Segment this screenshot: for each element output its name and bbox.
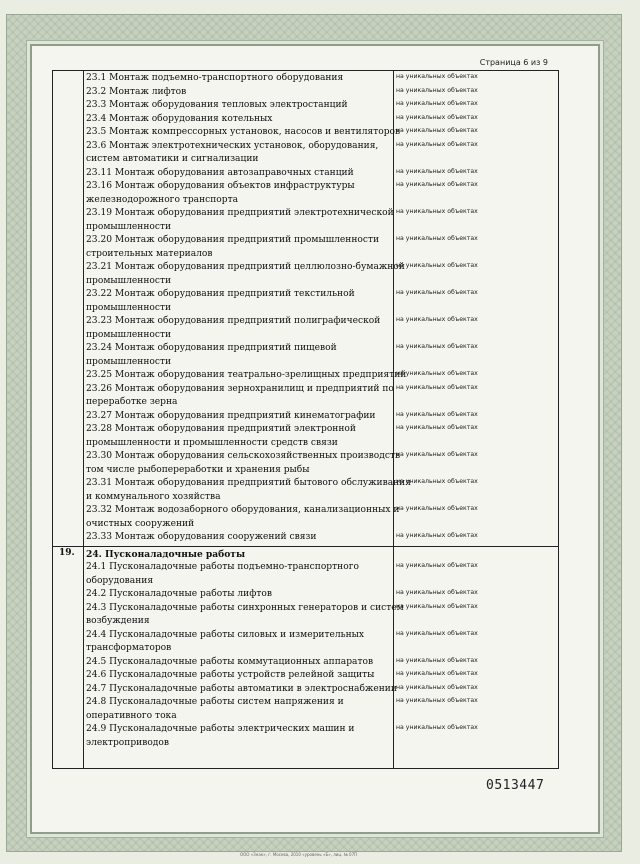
work-note: на уникальных объектах (396, 167, 478, 175)
work-description (86, 504, 400, 531)
work-line: 23.33 Монтаж оборудования сооружений связи (86, 532, 317, 542)
work-description (86, 369, 407, 383)
page-number: Страница 6 из 9 (479, 58, 548, 67)
work-description (86, 315, 394, 342)
work-line: очистных сооружений (86, 518, 195, 529)
work-description (86, 180, 394, 207)
work-description (86, 140, 394, 167)
column-number (53, 71, 84, 768)
work-note: на уникальных объектах (396, 424, 478, 431)
work-line: 23.27 Монтаж оборудования предприятий кинематографии (86, 410, 376, 421)
work-line: оборудования (86, 575, 154, 586)
work-description (86, 561, 394, 588)
work-line: 24.9 Пусконаладочные работы электрических машин и (86, 724, 355, 734)
work-line: промышленности и промышленности средств связи (86, 437, 338, 448)
work-line: 23.20 Монтаж оборудования предприятий промышленности (86, 235, 380, 245)
work-line: 23.28 Монтаж оборудования предприятий электронной (86, 424, 356, 434)
work-line: систем автоматики и сигнализации (86, 154, 259, 164)
work-line: 23.5 Монтаж компрессорных установок, насосов и вентиляторов (86, 127, 401, 137)
work-note: на уникальных объектах (396, 289, 478, 296)
work-note: на уникальных объектах (396, 451, 478, 458)
work-description (86, 99, 394, 113)
work-note: на уникальных объектах (396, 113, 478, 121)
work-description (86, 450, 401, 477)
work-description (86, 167, 394, 181)
work-note: на уникальных объектах (396, 73, 478, 80)
work-note: на уникальных объектах (396, 532, 478, 539)
work-line: 23.11 Монтаж оборудования автозаправочных станций (86, 167, 354, 178)
work-note: на уникальных объектах (396, 383, 478, 391)
work-description (86, 72, 394, 86)
work-note: на уникальных объектах (396, 262, 478, 269)
work-note: на уникальных объектах (396, 208, 478, 215)
works-table (52, 70, 559, 769)
work-description (86, 656, 394, 670)
work-line: 23.32 Монтаж водозаборного оборудования, канализационных и (86, 505, 400, 515)
work-line: 24.2 Пусконаладочные работы лифтов (86, 589, 272, 599)
work-line: промышленности (86, 221, 172, 232)
work-line: 23.4 Монтаж оборудования котельных (86, 113, 273, 124)
work-line: 23.23 Монтаж оборудования предприятий полиграфической (86, 316, 381, 326)
work-description (86, 410, 394, 424)
work-description (86, 629, 394, 656)
work-line: 23.1 Монтаж подъемно-транспортного оборудования (86, 73, 344, 83)
work-note: на уникальных объектах (396, 140, 478, 148)
work-description (86, 288, 394, 315)
work-line: 23.25 Монтаж оборудования театрально-зрелищных предприятий (86, 370, 407, 380)
work-line: 23.19 Монтаж оборудования предприятий электротехнической (86, 208, 394, 218)
work-note: на уникальных объектах (396, 127, 478, 134)
work-line: 23.6 Монтаж электротехнических установок, оборудования, (86, 140, 379, 151)
work-description (86, 531, 394, 545)
work-line: 23.16 Монтаж оборудования объектов инфраструктуры (86, 181, 355, 191)
work-description (86, 683, 397, 697)
work-note: на уникальных объектах (396, 724, 478, 731)
work-line: промышленности (86, 356, 172, 367)
work-line: 23.26 Монтаж оборудования зернохранилищ и предприятий по (86, 383, 394, 394)
work-note: на уникальных объектах (396, 656, 478, 664)
work-note: на уникальных объектах (396, 235, 478, 242)
work-description (86, 234, 394, 261)
work-note: на уникальных объектах (396, 670, 478, 677)
work-description (86, 669, 394, 683)
section-title: 24. Пусконаладочные работы (86, 548, 246, 560)
work-line: 24.4 Пусконаладочные работы силовых и измерительных (86, 629, 365, 640)
work-description (86, 261, 405, 288)
work-description (86, 602, 404, 629)
work-description (86, 126, 401, 140)
work-note: на уникальных объектах (396, 562, 478, 569)
work-note: на уникальных объектах (396, 343, 478, 350)
work-note: на уникальных объектах (396, 683, 478, 691)
work-description (86, 207, 394, 234)
work-line: оперативного тока (86, 710, 177, 721)
work-description (86, 86, 394, 100)
work-note: на уникальных объектах (396, 410, 478, 418)
section-number: 19. (59, 547, 75, 558)
work-line: 23.24 Монтаж оборудования предприятий пищевой (86, 343, 337, 353)
work-line: 23.22 Монтаж оборудования предприятий текстильной (86, 289, 355, 299)
work-note: на уникальных объектах (396, 478, 478, 485)
work-line: 24.5 Пусконаладочные работы коммутационных аппаратов (86, 656, 374, 667)
work-line: строительных материалов (86, 248, 213, 259)
work-line: возбуждения (86, 616, 150, 626)
work-description (86, 383, 394, 410)
work-description (86, 723, 394, 750)
work-description (86, 113, 394, 127)
work-note: на уникальных объектах (396, 316, 478, 323)
work-note: на уникальных объектах (396, 181, 478, 188)
work-line: железнодорожного транспорта (86, 194, 239, 205)
work-line: 24.1 Пусконаладочные работы подъемно-транспортного (86, 562, 359, 572)
work-note: на уникальных объектах (396, 602, 478, 610)
work-line: 24.3 Пусконаладочные работы синхронных генераторов и систем (86, 602, 404, 613)
work-note: на уникальных объектах (396, 370, 478, 377)
work-line: том числе рыбопереработки и хранения рыбы (86, 464, 310, 475)
printer-footer: ООО «Знак», г. Москва, 2010 «уровень «Б», лиц. № 07П (240, 852, 358, 857)
serial-number: 0513447 (486, 778, 545, 793)
work-line: 23.30 Монтаж оборудования сельскохозяйственных производств (86, 451, 401, 461)
work-line: промышленности (86, 302, 172, 313)
work-line: 23.2 Монтаж лифтов (86, 86, 187, 97)
work-description (86, 477, 411, 504)
work-line: 23.3 Монтаж оборудования тепловых электростанций (86, 100, 348, 110)
work-note: на уникальных объектах (396, 697, 478, 704)
work-line: трансформаторов (86, 643, 172, 653)
work-line: переработке зерна (86, 397, 178, 407)
work-note: на уникальных объектах (396, 505, 478, 512)
work-note: на уникальных объектах (396, 629, 478, 637)
work-line: и коммунального хозяйства (86, 491, 221, 502)
work-description (86, 342, 394, 369)
work-line: промышленности (86, 329, 172, 340)
work-description (86, 588, 394, 602)
work-note: на уникальных объектах (396, 100, 478, 107)
work-note: на уникальных объектах (396, 86, 478, 94)
work-note: на уникальных объектах (396, 589, 478, 596)
work-line: 24.6 Пусконаладочные работы устройств релейной защиты (86, 670, 375, 680)
work-line: 24.7 Пусконаладочные работы автоматики в электроснабжении (86, 683, 397, 694)
section-separator (53, 546, 558, 547)
work-line: промышленности (86, 275, 172, 286)
work-description (86, 423, 394, 450)
work-line: 23.21 Монтаж оборудования предприятий целлюлозно-бумажной (86, 262, 405, 272)
work-line: 24.8 Пусконаладочные работы систем напряжения и (86, 697, 344, 707)
work-line: электроприводов (86, 737, 169, 748)
work-line: 23.31 Монтаж оборудования предприятий бытового обслуживания (86, 478, 411, 488)
work-description (86, 696, 394, 723)
